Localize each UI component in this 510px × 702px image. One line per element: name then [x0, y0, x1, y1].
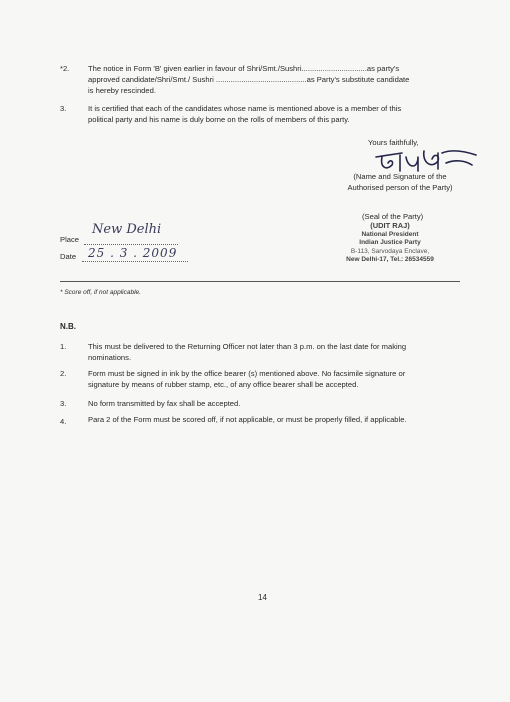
stamp-party: Indian Justice Party [359, 239, 421, 246]
date-underline [82, 261, 188, 262]
para3-text [88, 103, 468, 125]
party-stamp [330, 222, 450, 265]
date-value: 25 . 3 . 2009 [88, 246, 178, 260]
stamp-address2: New Delhi-17, Tel.: 26534559 [346, 256, 434, 263]
stamp-address1: B-113, Sarvodaya Enclave, [350, 247, 430, 255]
para2-line3: is hereby rescinded. [88, 86, 156, 95]
para3-line2: political party and his name is duly borne on the rolls of members of this party. [88, 115, 350, 124]
signature-caption [340, 171, 460, 193]
para2-number: *2. [60, 64, 70, 73]
signature-caption-line2: Authorised person of the Party) [347, 183, 453, 192]
nb-item-4-number: 4. [60, 417, 67, 426]
para3-number: 3. [60, 104, 67, 113]
nb-item-2-line1: Form must be signed in ink by the office bearer (s) mentioned above. No facsimile signature or [88, 369, 406, 378]
para3-line1: It is certified that each of the candidates whose name is mentioned above is a member of this [88, 104, 402, 113]
nb-item-4: Para 2 of the Form must be scored off, if not applicable, or must be properly filled, if applicable. [88, 415, 407, 424]
place-label: Place [60, 235, 79, 244]
date-label: Date [60, 252, 77, 261]
nb-heading: N.B. [60, 322, 76, 331]
nb-item-1-number: 1. [60, 342, 67, 351]
nb-item-3: No form transmitted by fax shall be accepted. [88, 399, 241, 408]
nb-item-2 [88, 368, 468, 390]
nb-item-3-number: 3. [60, 399, 67, 408]
nb-item-2-number: 2. [60, 369, 67, 378]
nb-item-1-line2: nominations. [88, 353, 132, 362]
place-value: New Delhi [92, 222, 162, 237]
nb-item-1 [88, 341, 468, 363]
yours-faithfully: Yours faithfully, [368, 138, 419, 147]
footnote: * Score off, if not applicable. [60, 289, 141, 296]
para2-text [88, 63, 468, 96]
seal-label: (Seal of the Party) [362, 212, 424, 221]
para2-line2: approved candidate/Shri/Smt./ Sushri ...........................................as Party's substitute candidate [88, 75, 410, 84]
nb-item-1-line1: This must be delivered to the Returning Officer not later than 3 p.m. on the last date for making [88, 342, 407, 351]
page-number: 14 [258, 593, 267, 602]
nb-item-2-line2: signature by means of rubber stamp, etc., of any office bearer shall be accepted. [88, 380, 359, 389]
stamp-title: National President [361, 230, 419, 238]
footnote-rule [60, 281, 460, 282]
signature-caption-line1: (Name and Signature of the [353, 172, 447, 181]
stamp-name: (UDIT RAJ) [370, 221, 410, 230]
place-underline [84, 244, 178, 245]
para2-line1: The notice in Form 'B' given earlier in favour of Shri/Smt./Sushri...............................as party's [88, 64, 400, 73]
